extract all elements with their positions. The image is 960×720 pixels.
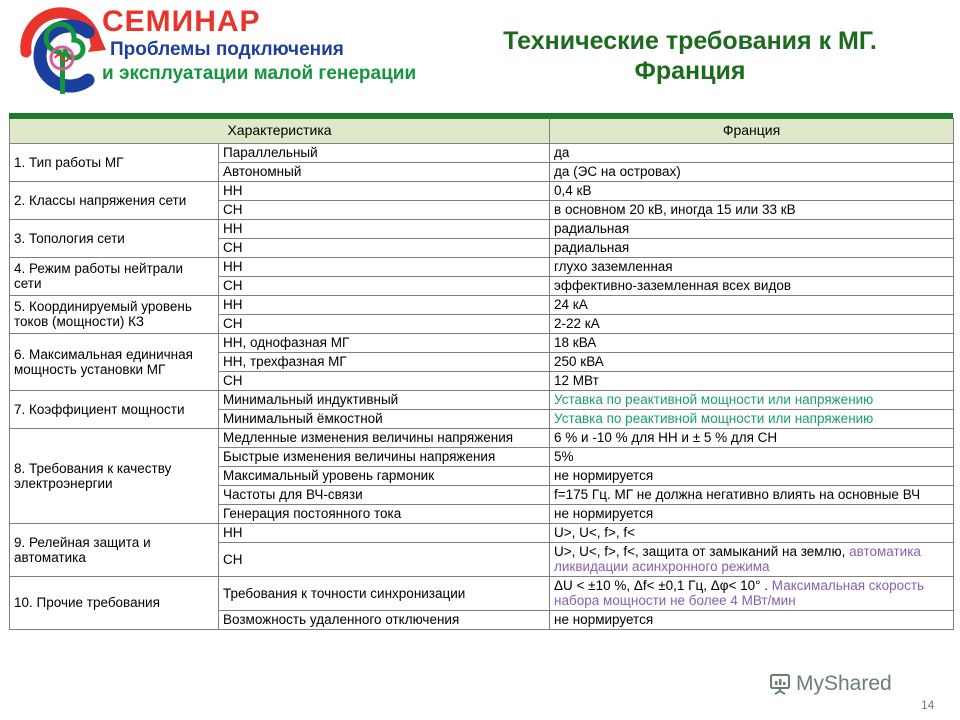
row-category-cell: 4. Режим работы нейтрали сети [10, 258, 219, 296]
row-category-cell: 8. Требования к качеству электроэнергии [10, 429, 219, 524]
row-value-cell [550, 334, 954, 353]
value-segment: автоматика ликвидации асинхронного режима [554, 544, 921, 574]
value-segment: не нормируется [554, 612, 654, 627]
row-value-cell [550, 524, 954, 543]
row-category-cell: 3. Топология сети [10, 220, 219, 258]
row-subcategory-cell: Минимальный индуктивный [219, 391, 550, 410]
row-subcategory-cell: Автономный [219, 163, 550, 182]
row-category-cell: 7. Коэффициент мощности [10, 391, 219, 429]
row-value-cell [550, 201, 954, 220]
table-row [10, 182, 954, 201]
row-subcategory-cell: НН [219, 182, 550, 201]
row-category-cell: 1. Тип работы МГ [10, 144, 219, 182]
value-segment: эффективно-заземленная всех видов [554, 278, 792, 293]
row-value-cell [550, 611, 954, 630]
row-value-cell [550, 163, 954, 182]
row-value-cell [550, 239, 954, 258]
myshared-watermark [768, 672, 892, 696]
row-value-cell [550, 277, 954, 296]
value-segment: 0,4 кВ [554, 183, 592, 198]
row-subcategory-cell: Генерация постоянного тока [219, 505, 550, 524]
row-subcategory-cell: СН [219, 315, 550, 334]
table-row [10, 391, 954, 410]
row-value-cell [550, 391, 954, 410]
value-segment: Уставка по реактивной мощности или напряжению [554, 392, 874, 407]
table-row [10, 258, 954, 277]
table-body [10, 144, 954, 630]
logo-line-operation: и эксплуатации малой генерации [102, 63, 417, 84]
row-value-cell [550, 144, 954, 163]
value-segment: Уставка по реактивной мощности или напряжению [554, 411, 874, 426]
row-subcategory-cell: НН [219, 524, 550, 543]
row-value-cell [550, 315, 954, 334]
value-segment: 6 % и -10 % для НН и ± 5 % для СН [554, 430, 778, 445]
slide-title [430, 26, 950, 86]
row-subcategory-cell: НН, трехфазная МГ [219, 353, 550, 372]
seminar-logo-text [102, 6, 432, 86]
requirements-table-wrapper [9, 113, 953, 630]
table-row [10, 577, 954, 611]
slide-title-line2: Франция [634, 57, 746, 85]
row-value-cell [550, 505, 954, 524]
row-subcategory-cell: СН [219, 277, 550, 296]
watermark-text: MyShared [796, 672, 892, 695]
row-subcategory-cell: Быстрые изменения величины напряжения [219, 448, 550, 467]
page-number: 14 [921, 698, 935, 712]
row-value-cell [550, 577, 954, 611]
requirements-table [9, 118, 954, 630]
row-subcategory-cell: НН [219, 296, 550, 315]
value-segment: 18 кВА [554, 335, 597, 350]
value-segment: не нормируется [554, 468, 654, 483]
value-segment: f=175 Гц. МГ не должна негативно влиять на основные ВЧ [554, 487, 921, 502]
value-segment: U>, U<, f>, f< [554, 525, 636, 540]
value-segment: радиальная [554, 221, 630, 236]
slide-header [0, 0, 960, 104]
row-subcategory-cell: СН [219, 201, 550, 220]
table-header-row [10, 119, 954, 144]
row-subcategory-cell: НН, однофазная МГ [219, 334, 550, 353]
table-row [10, 220, 954, 239]
row-subcategory-cell: Частоты для ВЧ-связи [219, 486, 550, 505]
column-header-country: Франция [550, 119, 954, 144]
value-segment: да [554, 145, 570, 160]
row-value-cell [550, 448, 954, 467]
row-category-cell: 10. Прочие требования [10, 577, 219, 630]
row-value-cell [550, 220, 954, 239]
row-value-cell [550, 258, 954, 277]
row-value-cell [550, 410, 954, 429]
value-segment: 5% [554, 449, 574, 464]
value-segment: 250 кВА [554, 354, 604, 369]
table-row [10, 144, 954, 163]
value-segment: в основном 20 кВ, иногда 15 или 33 кВ [554, 202, 796, 217]
table-row [10, 334, 954, 353]
row-subcategory-cell: СН [219, 543, 550, 577]
value-segment: Максимальная скорость набора мощности не более 4 МВт/мин [554, 578, 925, 608]
row-category-cell: 9. Релейная защита и автоматика [10, 524, 219, 577]
logo-line-seminar: СЕМИНАР [102, 5, 261, 38]
row-subcategory-cell: Максимальный уровень гармоник [219, 467, 550, 486]
seminar-emblem-icon [12, 6, 108, 100]
row-subcategory-cell: Возможность удаленного отключения [219, 611, 550, 630]
row-subcategory-cell: Минимальный ёмкостной [219, 410, 550, 429]
row-category-cell: 5. Координируемый уровень токов (мощности) КЗ [10, 296, 219, 334]
logo-line-problems: Проблемы подключения [110, 39, 344, 60]
row-subcategory-cell: НН [219, 220, 550, 239]
row-subcategory-cell: СН [219, 239, 550, 258]
row-value-cell [550, 467, 954, 486]
row-value-cell [550, 429, 954, 448]
value-segment: 24 кА [554, 297, 588, 312]
slide-title-line1: Технические требования к МГ. [503, 27, 877, 55]
row-value-cell [550, 182, 954, 201]
row-subcategory-cell: Параллельный [219, 144, 550, 163]
row-subcategory-cell: Медленные изменения величины напряжения [219, 429, 550, 448]
row-value-cell [550, 372, 954, 391]
table-row [10, 524, 954, 543]
value-segment: радиальная [554, 240, 630, 255]
row-subcategory-cell: СН [219, 372, 550, 391]
row-category-cell: 6. Максимальная единичная мощность установки МГ [10, 334, 219, 391]
row-value-cell [550, 543, 954, 577]
presentation-chart-icon [768, 672, 792, 696]
row-value-cell [550, 296, 954, 315]
table-row [10, 429, 954, 448]
value-segment: не нормируется [554, 506, 654, 521]
value-segment: ΔU < ±10 %, Δf< ±0,1 Гц, Δφ< 10° . [554, 578, 772, 593]
seminar-logo [8, 4, 428, 100]
row-subcategory-cell: Требования к точности синхронизации [219, 577, 550, 611]
value-segment: глухо заземленная [554, 259, 673, 274]
row-value-cell [550, 486, 954, 505]
row-category-cell: 2. Классы напряжения сети [10, 182, 219, 220]
table-row [10, 296, 954, 315]
value-segment: да (ЭС на островах) [554, 164, 681, 179]
row-subcategory-cell: НН [219, 258, 550, 277]
value-segment: 12 МВт [554, 373, 599, 388]
value-segment: 2-22 кА [554, 316, 600, 331]
row-value-cell [550, 353, 954, 372]
column-header-characteristic: Характеристика [10, 119, 550, 144]
value-segment: U>, U<, f>, f<, защита от замыканий на землю, [554, 544, 850, 559]
